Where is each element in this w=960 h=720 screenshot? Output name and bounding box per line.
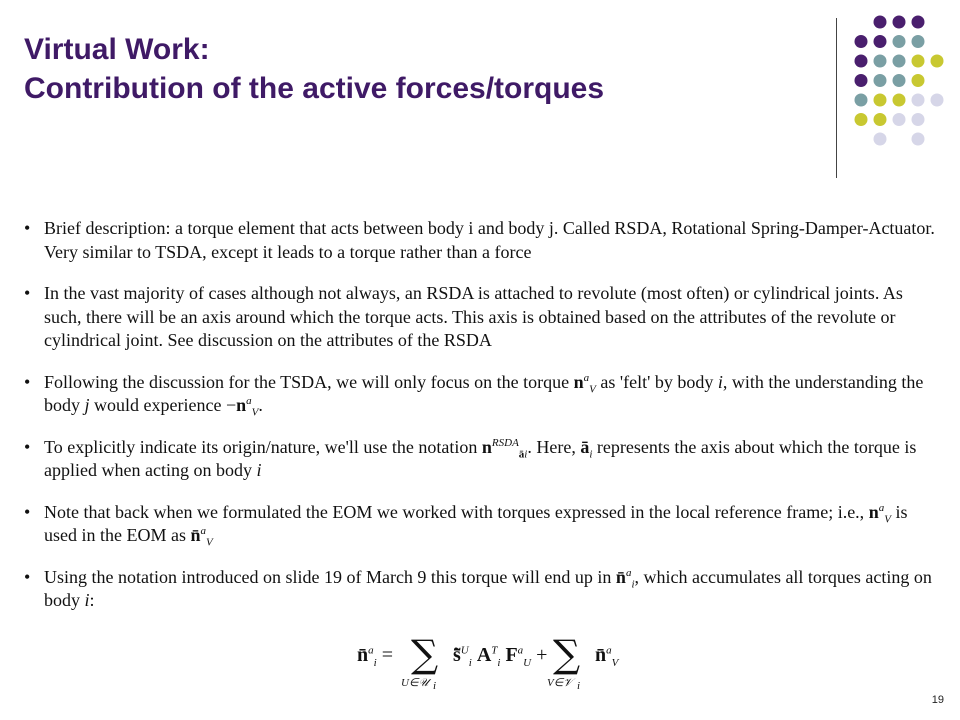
decorative-dot (855, 94, 868, 107)
bullet-item (22, 217, 938, 264)
bullet-item: • Note that back when we formulated the EOM we worked with torques expressed in the local reference frame; i.e., $n^a_V$ is used in the EOM as n̄$^a_V$ (22, 501, 938, 548)
bullet-item: • To explicitly indicate its origin/nature, we'll use the notation $n^{RSDA}_{āi}$. Here, $ā_i$ represents the axis about which the torque is applied when acting on body i (22, 436, 938, 483)
bullet-list (22, 217, 938, 613)
decorative-dot (874, 74, 887, 87)
decorative-dot (874, 55, 887, 68)
decorative-dot (893, 16, 906, 29)
decorative-dot (893, 74, 906, 87)
sigma-1: ∑ (411, 632, 439, 676)
decorative-dot (893, 94, 906, 107)
decorative-dot (855, 113, 868, 126)
bullet-text: • Brief description: a torque element that acts between body i and body j. Called RSDA, Rotational Spring-Damper-Actuator. Very similar to TSDA, except it leads to a torque rather than a force (44, 218, 935, 262)
title-line-2: Contribution of the active forces/torques (24, 72, 605, 105)
decorative-dot (874, 133, 887, 146)
decorative-dot (893, 35, 906, 48)
slide-title (24, 30, 604, 108)
bullet-item: • Following the discussion for the TSDA, we will only focus on the torque $n^a_V$ as 'felt' by body i, with the understanding the body j would experience $-n^a_V$. (22, 371, 938, 418)
decorative-dot (912, 55, 925, 68)
decorative-dot (912, 35, 925, 48)
divider-line (836, 18, 837, 178)
decorative-dot (874, 113, 887, 126)
decorative-dot (874, 16, 887, 29)
decorative-dot (931, 55, 944, 68)
decorative-dot (912, 74, 925, 87)
decorative-dot (855, 74, 868, 87)
decorative-dot-grid (850, 12, 950, 162)
sigma-2: ∑ (553, 632, 581, 676)
decorative-dot (912, 16, 925, 29)
decorative-dot (912, 113, 925, 126)
bullet-item (22, 282, 938, 353)
page-number: 19 (931, 694, 944, 706)
decorative-dot (874, 35, 887, 48)
decorative-dot (931, 94, 944, 107)
decorative-dot (855, 35, 868, 48)
decorative-dot (893, 113, 906, 126)
title-line-1: Virtual Work: (24, 33, 210, 66)
decorative-dot (874, 94, 887, 107)
summation-equation: n̄$^a_i$ = ∑ U∈𝒰 i s̄̃$^U_i$ $A^T_i$ $F^a_U$ + ∑ V∈𝒱 i n̄$^a_V$ (357, 632, 619, 692)
decorative-dot (912, 133, 925, 146)
decorative-dot (893, 55, 906, 68)
bullet-text: • In the vast majority of cases although not always, an RSDA is attached to revolute (most often) or cylindrical joints. As such, there will be an axis around which the torque acts. This axis is obtained based on the attributes of the revolute or cylindrical joint. See discussion on the attributes of the RSDA (44, 283, 903, 350)
decorative-dot (912, 94, 925, 107)
bullet-item: • Using the notation introduced on slide 19 of March 9 this torque will end up in n̄$^a_i$, which accumulates all torques acting on body i: (22, 566, 938, 613)
decorative-dot (855, 55, 868, 68)
